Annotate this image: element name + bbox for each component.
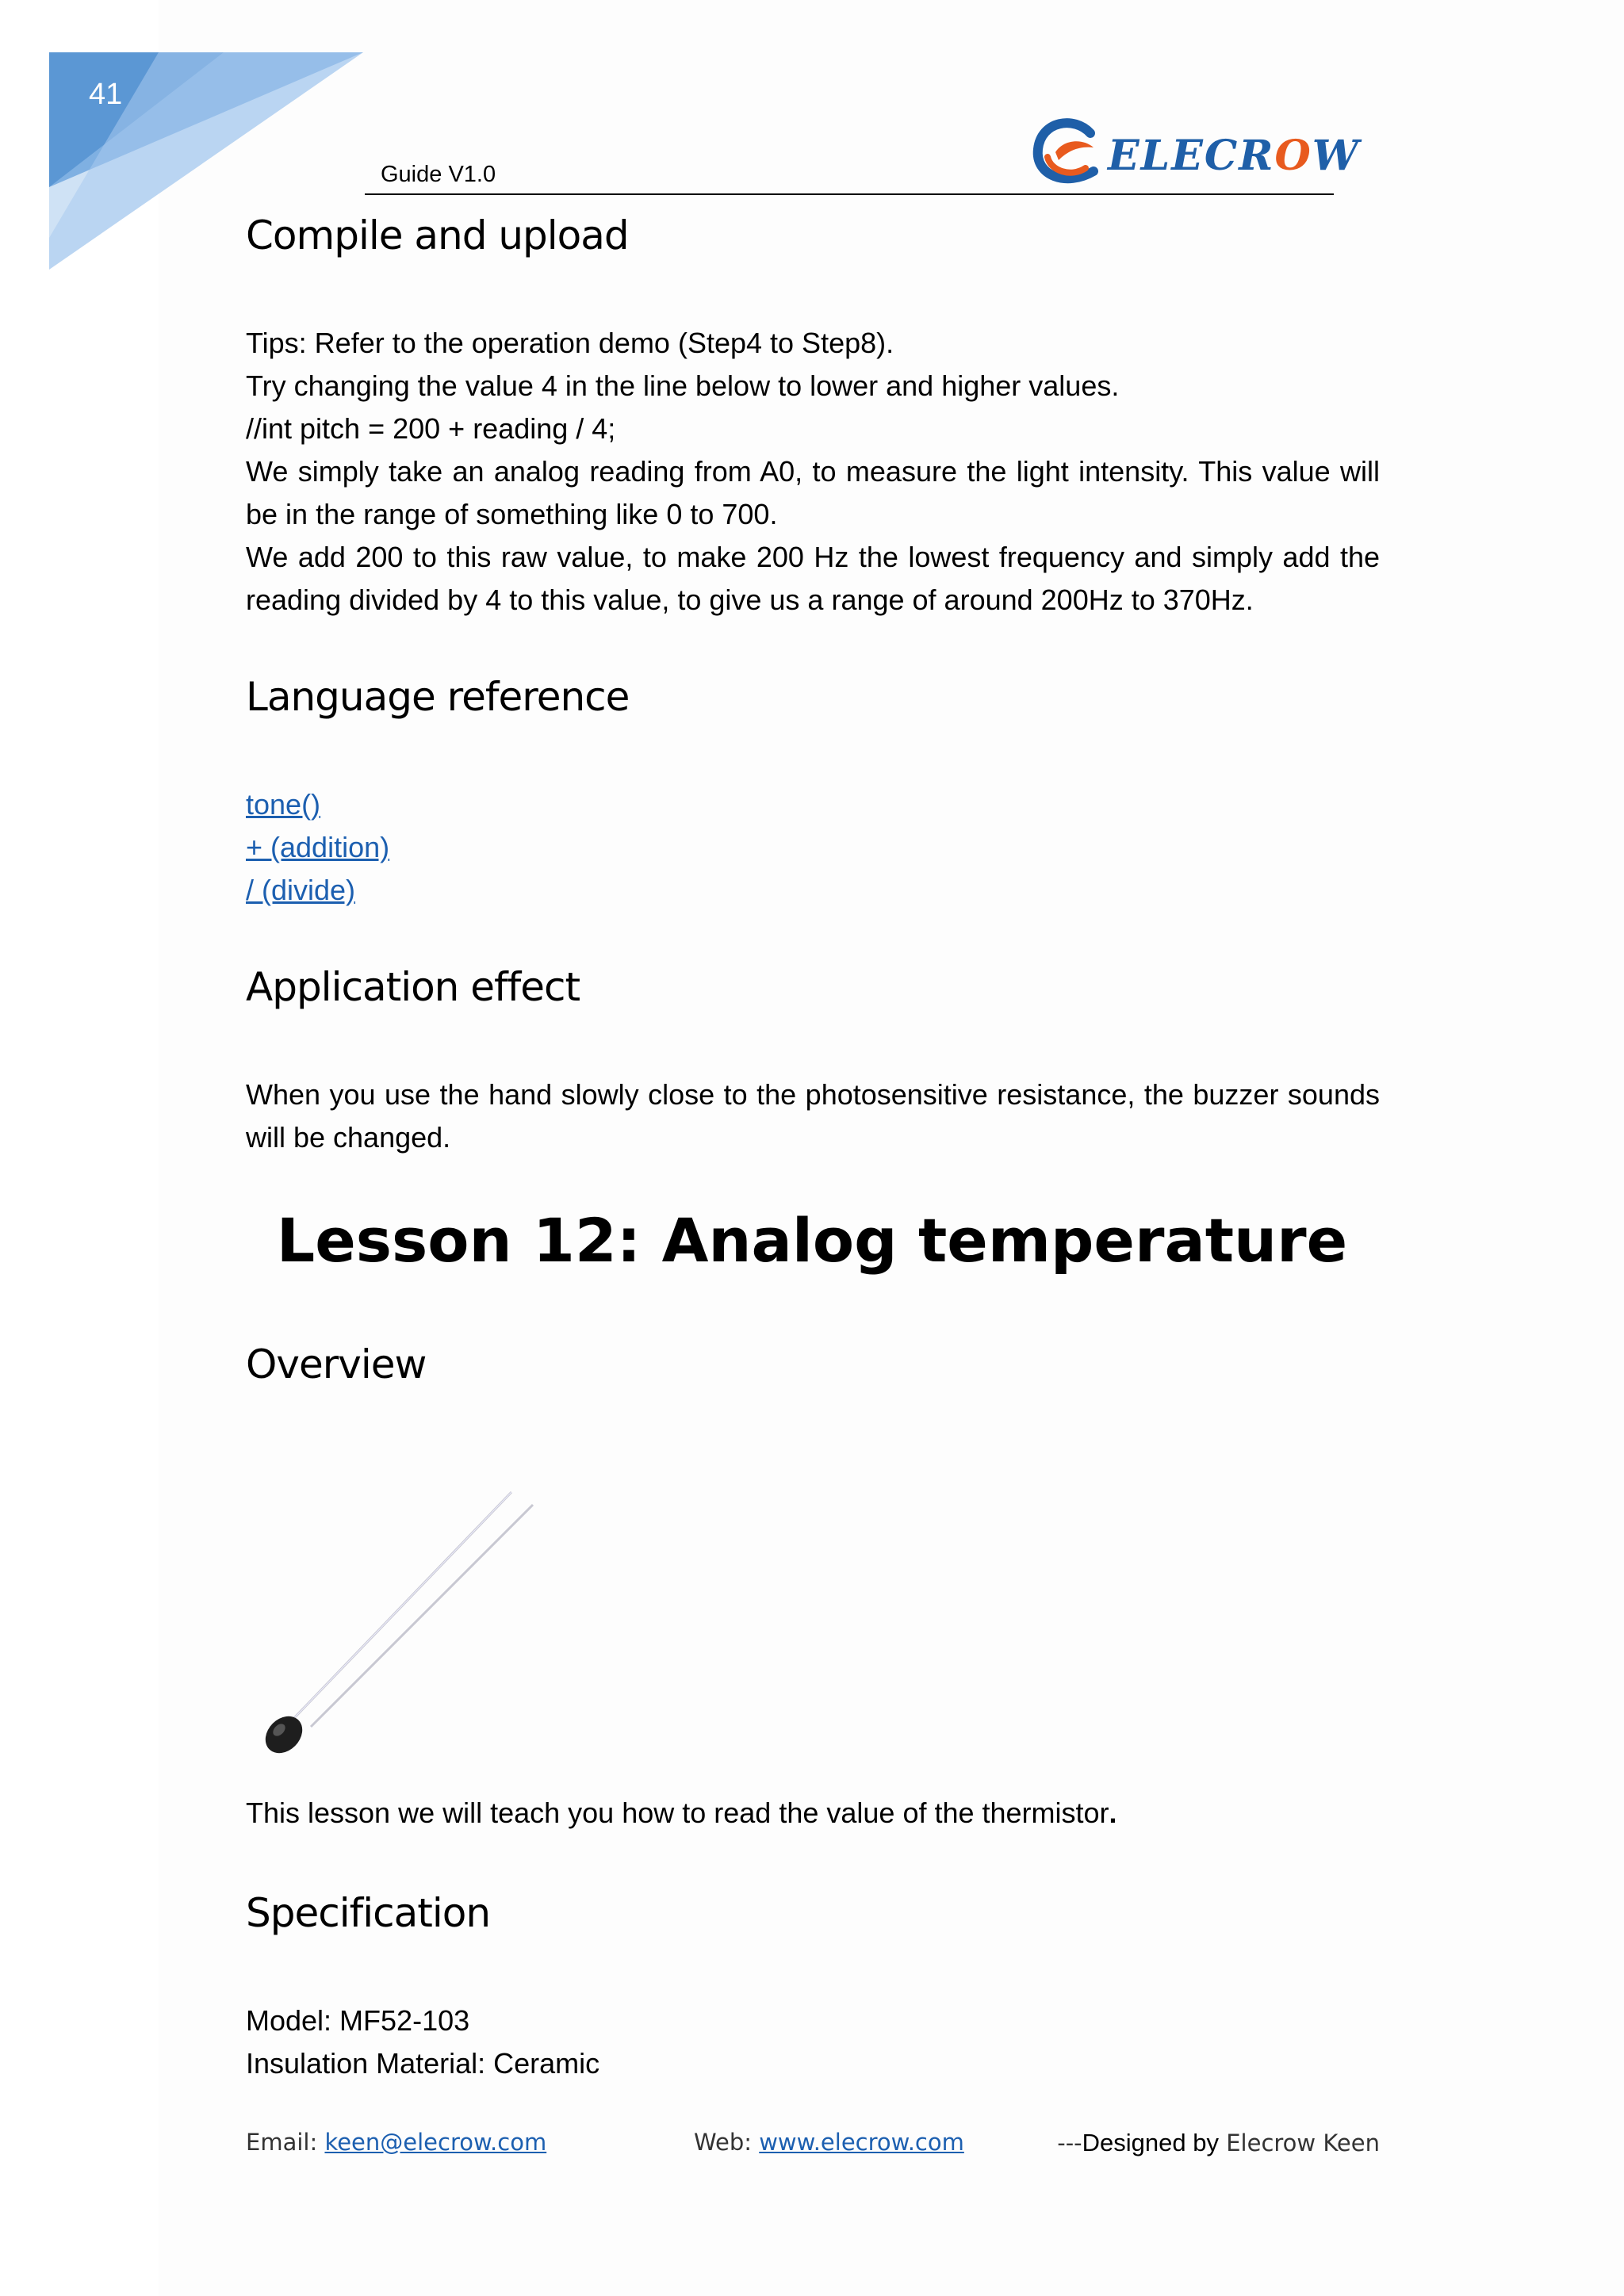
footer-designed-by: ---Designed by Elecrow Keen bbox=[1057, 2129, 1380, 2156]
analog-reading-paragraph: We simply take an analog reading from A0, to measure the light intensity. This value will be in the range of something like 0 to 700. bbox=[246, 455, 1380, 530]
effect-text: When you use the hand slowly close to the photosensitive resistance, the buzzer sounds will be changed. bbox=[246, 1078, 1380, 1154]
frequency-paragraph: We add 200 to this raw value, to make 200 Hz the lowest frequency and simply add the reading divided by 4 to this value, to give us a range of around 200Hz to 370Hz. bbox=[246, 541, 1380, 616]
thermistor-image bbox=[246, 1475, 563, 1760]
header-divider bbox=[365, 193, 1334, 195]
lesson-title: Lesson 12: Analog temperature bbox=[276, 1205, 1348, 1276]
footer-web: Web: www.elecrow.com bbox=[694, 2129, 964, 2156]
email-link[interactable]: keen@elecrow.com bbox=[324, 2129, 547, 2156]
specification-body bbox=[246, 1999, 1380, 2085]
language-links bbox=[246, 783, 1380, 912]
overview-text: This lesson we will teach you how to read the value of the thermistor. bbox=[246, 1797, 1117, 1829]
try-changing-line: Try changing the value 4 in the line below to lower and higher values. bbox=[246, 369, 1120, 402]
overview-section bbox=[246, 1341, 1380, 1387]
specification-section bbox=[246, 1890, 1380, 1936]
language-heading: Language reference bbox=[246, 674, 630, 720]
effect-body bbox=[246, 1073, 1380, 1159]
link-tone[interactable]: tone() bbox=[246, 788, 321, 821]
spec-model: Model: MF52-103 bbox=[246, 2004, 470, 2037]
spec-insulation: Insulation Material: Ceramic bbox=[246, 2047, 600, 2080]
compile-section bbox=[246, 212, 1380, 258]
logo-wordmark: ELECROW bbox=[1108, 132, 1361, 180]
language-section bbox=[246, 674, 1380, 720]
effect-section bbox=[246, 964, 1380, 1010]
elecrow-logo bbox=[1027, 111, 1361, 190]
footer-email: Email: keen@elecrow.com bbox=[246, 2129, 547, 2156]
logo-swoosh-icon bbox=[1027, 111, 1106, 190]
compile-heading: Compile and upload bbox=[246, 212, 629, 258]
code-line: //int pitch = 200 + reading / 4; bbox=[246, 412, 616, 445]
effect-heading: Application effect bbox=[246, 964, 580, 1010]
link-addition[interactable]: + (addition) bbox=[246, 831, 390, 863]
overview-heading: Overview bbox=[246, 1341, 427, 1387]
web-link[interactable]: www.elecrow.com bbox=[759, 2129, 964, 2156]
link-divide[interactable]: / (divide) bbox=[246, 874, 356, 906]
tips-line: Tips: Refer to the operation demo (Step4 to Step8). bbox=[246, 327, 894, 359]
page-number: 41 bbox=[89, 78, 123, 111]
specification-heading: Specification bbox=[246, 1890, 491, 1936]
compile-body bbox=[246, 322, 1380, 622]
overview-body bbox=[246, 1792, 1380, 1835]
guide-version-label: Guide V1.0 bbox=[381, 162, 496, 187]
